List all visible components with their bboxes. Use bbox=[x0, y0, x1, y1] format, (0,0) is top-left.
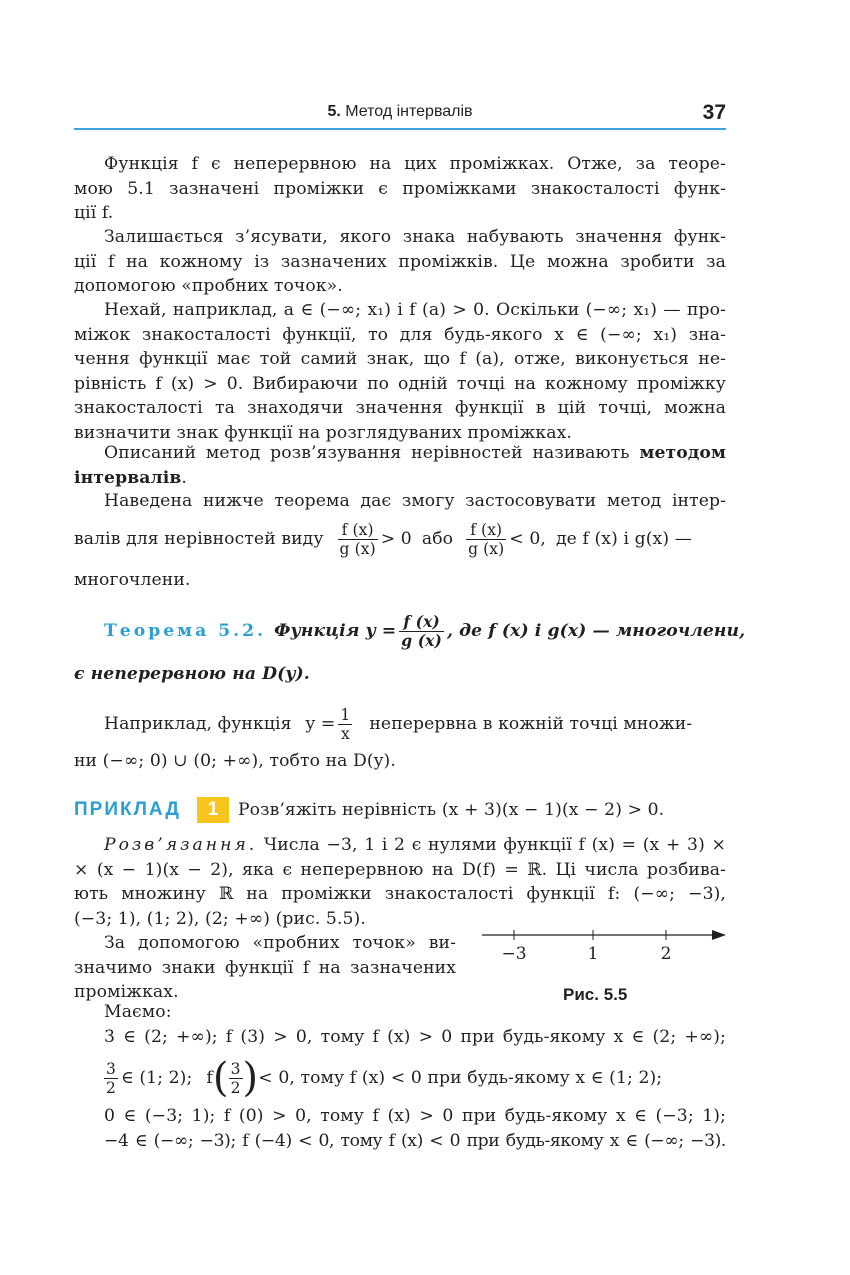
result-line-1: 3 ∈ (2; +∞); f (3) > 0, тому f (x) > 0 при будь-якому x ∈ (2; +∞); bbox=[104, 1027, 726, 1047]
example-task: Розв’яжіть нерівність (x + 3)(x − 1)(x − 2) > 0. bbox=[238, 800, 665, 820]
text-line: проміжках. bbox=[74, 982, 179, 1002]
text-line: інтервалів. bbox=[74, 467, 187, 488]
text-line: визначити знак функції на розглядуваних проміжках. bbox=[74, 422, 572, 443]
paragraph-5-end bbox=[74, 568, 726, 593]
solution-results bbox=[74, 1000, 726, 1025]
running-title: 5. Метод інтервалів bbox=[327, 103, 473, 120]
text-line: Розв’язання. Числа −3, 1 і 2 є нулями функції f (x) = (x + 3) × bbox=[104, 835, 726, 855]
text-line: Нехай, наприклад, a ∈ (−∞; x₁) і f (a) > 0. Оскільки (−∞; x₁) — про- bbox=[104, 300, 726, 320]
text-line: рівність f (x) > 0. Вибираючи по одній точці на кожному проміжку bbox=[74, 373, 726, 394]
tick-label: 2 bbox=[660, 944, 672, 964]
fraction: $\frac{f (x)}{g (x)}$ bbox=[468, 520, 505, 558]
fraction: $\frac{f (x)}{g (x)}$ bbox=[401, 611, 442, 650]
theorem-label: Теорема 5.2. bbox=[104, 620, 267, 641]
paragraph-3 bbox=[74, 298, 726, 445]
number-line-figure bbox=[480, 925, 726, 975]
arrow-head-icon bbox=[712, 930, 726, 940]
theorem: Теорема 5.2. Функція y = $\frac{f (x)}{g (x)}$ , де f (x) і g(x) — многочлени, bbox=[104, 611, 746, 650]
text-line: Функція f є неперервною на цих проміжках. Отже, за теоре- bbox=[104, 154, 726, 174]
solution-side-text bbox=[74, 931, 456, 1005]
page-number: 37 bbox=[702, 101, 726, 124]
text-line: є неперервною на D(y). bbox=[74, 664, 310, 684]
text-line: ції f. bbox=[74, 203, 114, 223]
text-line: Описаний метод розв’язування нерівностей називають методом bbox=[104, 443, 726, 463]
text-line: чення функції має той самий знак, що f (a), отже, виконується не- bbox=[74, 349, 726, 369]
result-line-2: $\frac{3}{2}$ ∈ (1; 2); f ( $\frac{3}{2}$ ) < 0, тому f (x) < 0 при будь-якому x ∈ (1; 2); bbox=[106, 1055, 663, 1101]
text-line: Наведена нижче теорема дає змогу застосовувати метод інтер- bbox=[104, 491, 726, 511]
page-header bbox=[74, 103, 726, 125]
tick-label: −3 bbox=[501, 944, 527, 964]
fraction: $\frac{1}{x}$ bbox=[340, 705, 351, 743]
example-number-badge: 1 bbox=[197, 797, 229, 823]
text-line: ни (−∞; 0) ∪ (0; +∞), тобто на D(y). bbox=[74, 751, 396, 771]
text-line: За допомогою «пробних точок» ви- bbox=[104, 933, 456, 953]
paragraph-5 bbox=[74, 489, 726, 514]
paragraph-1 bbox=[74, 152, 726, 226]
text-line: ції f на кожному із зазначених проміжків. Це можна зробити за bbox=[74, 251, 726, 272]
example-label: ПРИКЛАД bbox=[74, 799, 181, 820]
result-line-4: −4 ∈ (−∞; −3); f (−4) < 0, тому f (x) < 0 при будь-якому x ∈ (−∞; −3). bbox=[104, 1131, 726, 1151]
text-line: ють множину ℝ на проміжки знакосталості функції f: (−∞; −3), bbox=[74, 884, 726, 904]
example-paragraph-line-2 bbox=[74, 749, 726, 774]
text-line: знакосталості та знаходячи значення функції в цій точці, можна bbox=[74, 398, 726, 418]
paragraph-2 bbox=[74, 225, 726, 299]
paragraph-5-formula-line: валів для нерівностей виду $\frac{f (x)}{g (x)}$ > 0 або $\frac{f (x)}{g (x)}$ < 0, де f (x) і g(x) — bbox=[74, 520, 692, 558]
fraction: $\frac{3}{2}$ bbox=[230, 1059, 241, 1097]
figure-caption: Рис. 5.5 bbox=[563, 985, 628, 1004]
text-line: Маємо: bbox=[104, 1002, 172, 1022]
text-line: допомогою «пробних точок». bbox=[74, 276, 343, 296]
text-line: многочлени. bbox=[74, 570, 191, 590]
result-line-3: 0 ∈ (−3; 1); f (0) > 0, тому f (x) > 0 при будь-якому x ∈ (−3; 1); bbox=[104, 1106, 726, 1126]
theorem-line-2 bbox=[74, 662, 726, 687]
text-line: значимо знаки функції f на зазначених bbox=[74, 957, 456, 978]
paragraph-4 bbox=[74, 441, 726, 490]
text-line: × (x − 1)(x − 2), яка є неперервною на D(f) = ℝ. Ці числа розбива- bbox=[74, 859, 726, 880]
fraction: $\frac{f (x)}{g (x)}$ bbox=[339, 520, 376, 558]
header-rule bbox=[74, 128, 726, 130]
text-line: мою 5.1 зазначені проміжки є проміжками знакосталості функ- bbox=[74, 178, 726, 199]
text-line: міжок знакосталості функції, то для будь-якого x ∈ (−∞; x₁) зна- bbox=[74, 324, 726, 345]
text-line: (−3; 1), (1; 2), (2; +∞) (рис. 5.5). bbox=[74, 908, 366, 929]
solution bbox=[74, 833, 726, 931]
example-paragraph: Наприклад, функція y = $\frac{1}{x}$ неперервна в кожній точці множи- bbox=[104, 705, 693, 743]
fraction: $\frac{3}{2}$ bbox=[106, 1059, 116, 1097]
tick-label: 1 bbox=[587, 944, 599, 964]
text-line: Залишається з’ясувати, якого знака набувають значення функ- bbox=[104, 227, 726, 247]
